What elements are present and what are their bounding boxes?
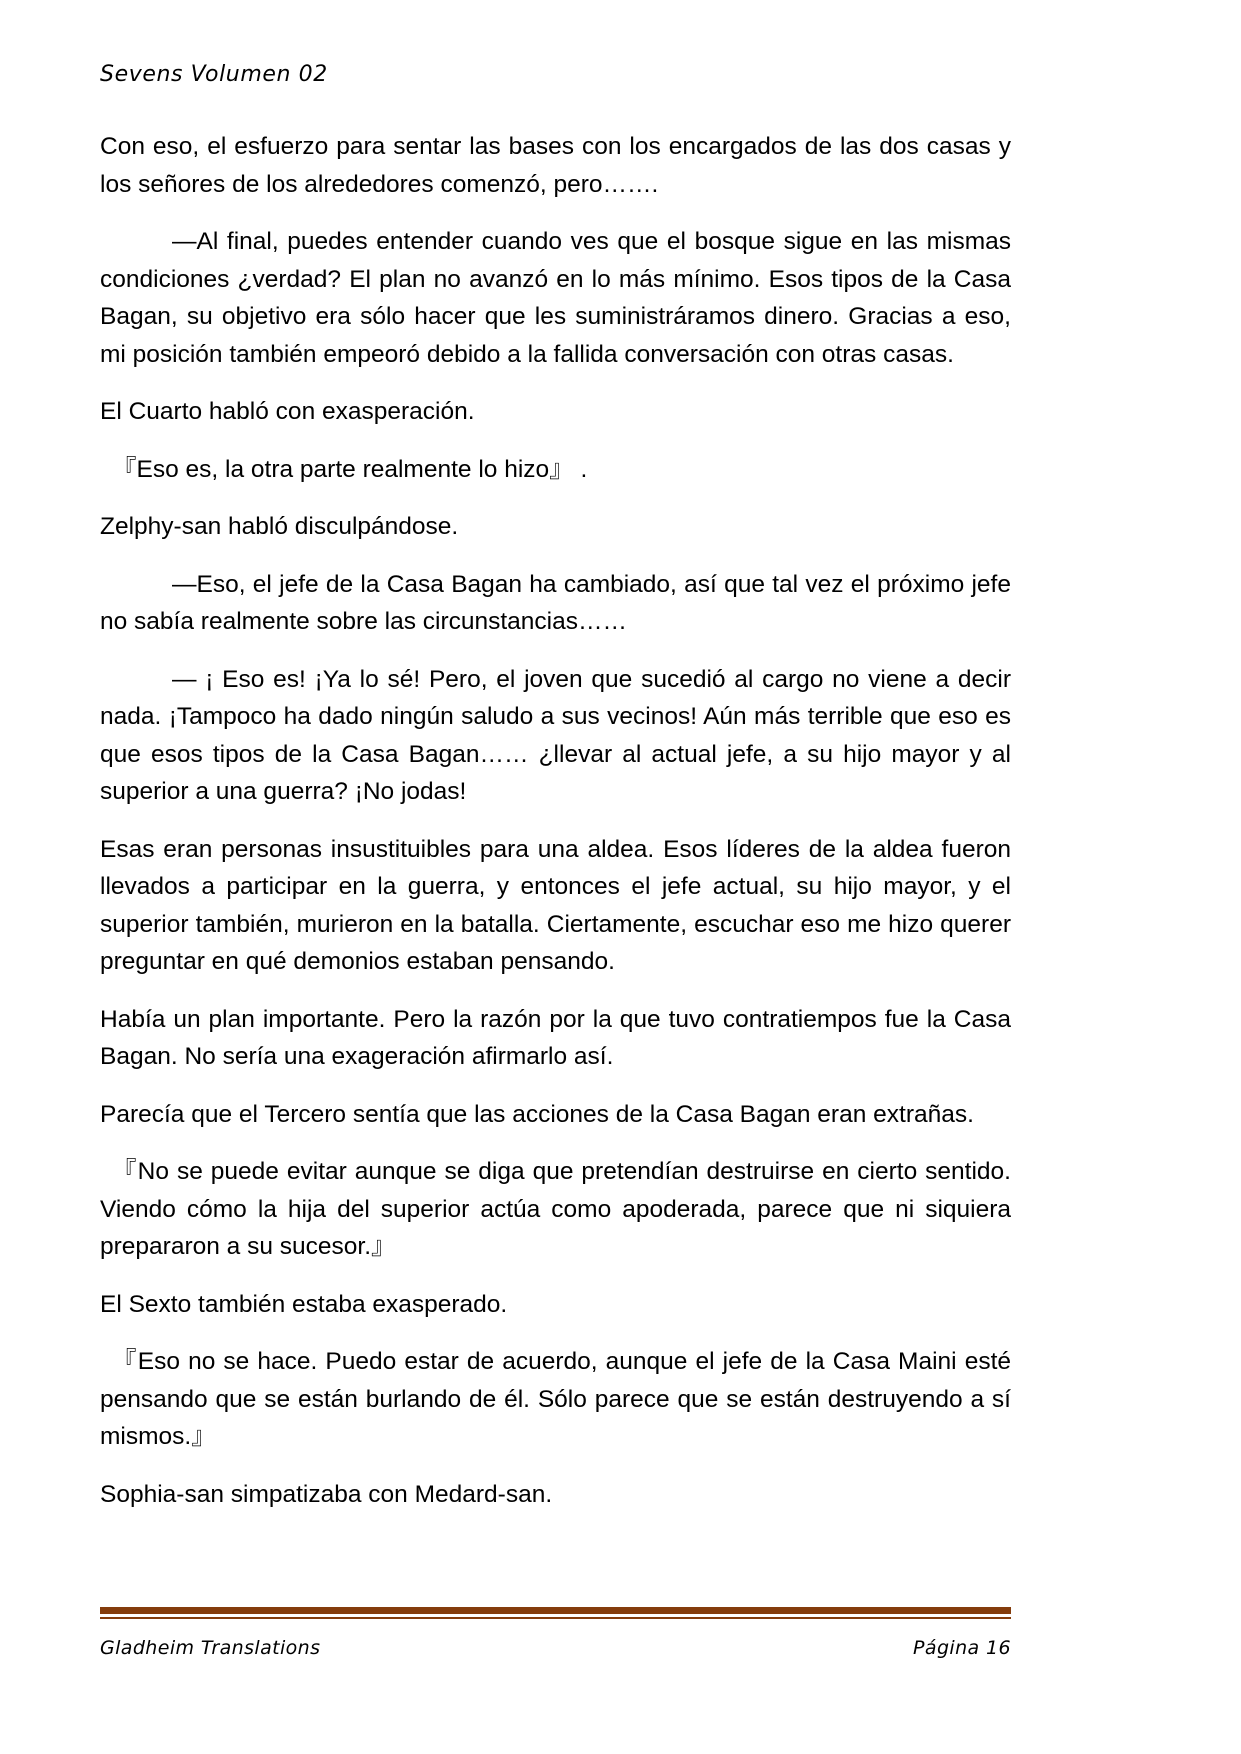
body-paragraph: Había un plan importante. Pero la razón por la que tuvo contratiempos fue la Casa Bagan. No sería una exageración afirmarlo así.	[100, 1005, 1011, 1070]
body-paragraph: Parecía que el Tercero sentía que las acciones de la Casa Bagan eran extrañas.	[100, 1100, 974, 1128]
body-paragraph: 『Eso es, la otra parte realmente lo hizo』 .	[112, 455, 588, 483]
body-paragraph: —Al final, puedes entender cuando ves que el bosque sigue en las mismas condiciones ¿verdad? El plan no avanzó en lo más mínimo. Esos tipos de la Casa Bagan, su objetivo era sólo hacer que les suministráramos dinero. Gracias a eso, mi posición también empeoró debido a la fallida conversación con otras casas.	[100, 228, 1011, 368]
page-header	[100, 62, 1011, 102]
header-title: Sevens Volumen 02	[100, 62, 328, 87]
footer-divider	[100, 1607, 1011, 1619]
body-paragraph: 『Eso no se hace. Puedo estar de acuerdo, aunque el jefe de la Casa Maini esté pensando que se están burlando de él. Sólo parece que se están destruyendo a sí mismos.』	[100, 1348, 1011, 1450]
body-paragraph: Esas eran personas insustituibles para una aldea. Esos líderes de la aldea fueron llevados a participar en la guerra, y entonces el jefe actual, su hijo mayor, y el superior también, murieron en la batalla. Ciertamente, escuchar eso me hizo querer preguntar en qué demonios estaban pensando.	[100, 835, 1011, 975]
body-paragraph: Sophia-san simpatizaba con Medard-san.	[100, 1480, 553, 1508]
document-body	[100, 128, 1011, 1513]
footer-translator-credit: Gladheim Translations	[100, 1637, 321, 1659]
footer-page-number: Página 16	[913, 1637, 1011, 1659]
body-paragraph: — ¡ Eso es! ¡Ya lo sé! Pero, el joven que sucedió al cargo no viene a decir nada. ¡Tampoco ha dado ningún saludo a sus vecinos! Aún más terrible que eso es que esos tipos de la Casa Bagan…… ¿llevar al actual jefe, a su hijo mayor y al superior a una guerra? ¡No jodas!	[100, 665, 1011, 805]
footer-rule-thick	[100, 1607, 1011, 1614]
body-paragraph: El Sexto también estaba exasperado.	[100, 1290, 508, 1318]
body-paragraph: 『No se puede evitar aunque se diga que pretendían destruirse en cierto sentido. Viendo cómo la hija del superior actúa como apoderada, parece que ni siquiera prepararon a su sucesor.』	[100, 1158, 1011, 1260]
page-footer	[100, 1637, 1011, 1659]
body-paragraph: —Eso, el jefe de la Casa Bagan ha cambiado, así que tal vez el próximo jefe no sabía realmente sobre las circunstancias……	[100, 570, 1011, 635]
footer-rule-thin	[100, 1617, 1011, 1619]
body-paragraph: El Cuarto habló con exasperación.	[100, 398, 475, 425]
body-paragraph: Zelphy-san habló disculpándose.	[100, 513, 459, 540]
body-paragraph: Con eso, el esfuerzo para sentar las bases con los encargados de las dos casas y los señores de los alrededores comenzó, pero…….	[100, 133, 1011, 198]
